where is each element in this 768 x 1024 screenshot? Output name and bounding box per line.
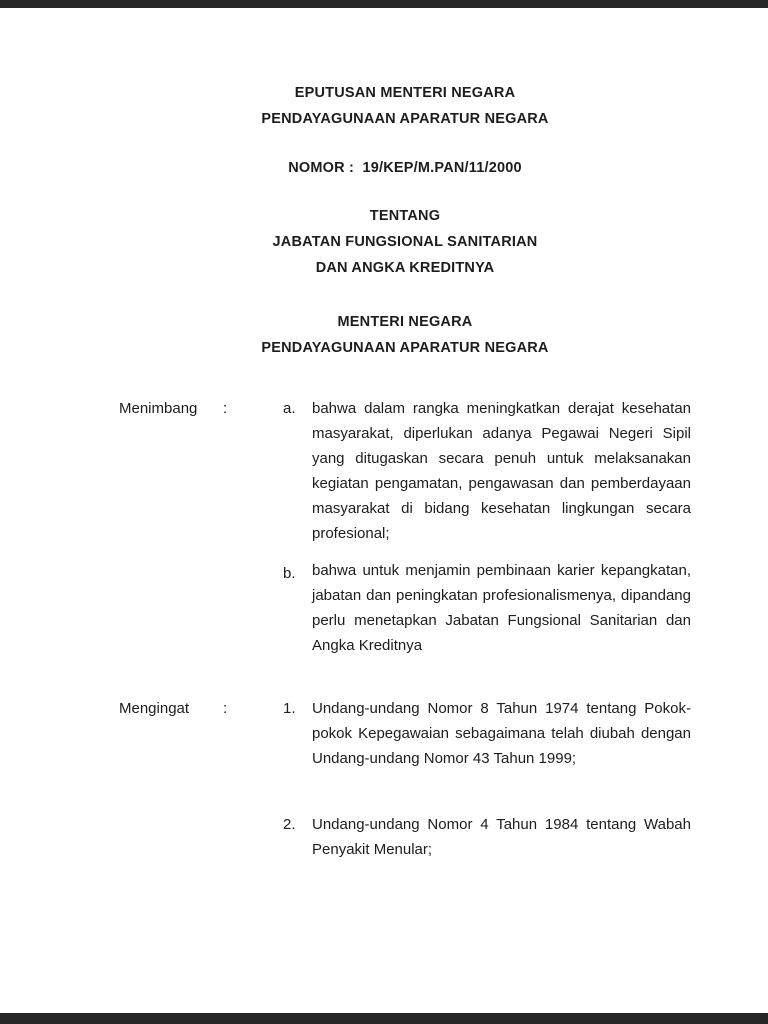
item-text-a: bahwa dalam rangka meningkatkan derajat kesehatan masyarakat, diperlukan adanya Pegawai Negeri Sipil yang ditugaskan secara penuh untuk melaksanakan kegiatan pengamatan, pengawasan dan pemberdayaan masyarakat di bidang kesehatan lingkungan secara profesional; (312, 400, 691, 542)
considering-colon: : (223, 400, 228, 417)
item-marker-a: a. (283, 400, 296, 417)
item-marker-1: 1. (283, 700, 296, 717)
item-marker-2: 2. (283, 816, 296, 833)
recalling-colon: : (223, 700, 228, 717)
considering-item-a (119, 396, 691, 546)
recalling-label: Mengingat (119, 700, 190, 717)
item-text-2: Undang-undang Nomor 4 Tahun 1984 tentang Wabah Penyakit Menular; (312, 816, 691, 858)
title-line-2: PENDAYAGUNAAN APARATUR NEGARA (261, 111, 549, 127)
viewer-bottom-bar (0, 1013, 768, 1024)
authority-line-1: MENTERI NEGARA (337, 314, 473, 330)
document-heading (119, 80, 691, 361)
document-content (119, 0, 691, 862)
item-text-b: bahwa untuk menjamin pembinaan karier kepangkatan, jabatan dan peningkatan profesionalismenya, dipandang perlu menetapkan Jabatan Fungsional Sanitarian dan Angka Kreditnya (312, 562, 691, 654)
tentang-label: TENTANG (369, 208, 441, 224)
recalling-item-1 (119, 696, 691, 771)
decree-number: NOMOR : 19/KEP/M.PAN/11/2000 (288, 160, 522, 176)
recalling-item-2 (119, 812, 691, 862)
title-line-1: EPUTUSAN MENTERI NEGARA (294, 85, 516, 101)
item-text-1: Undang-undang Nomor 8 Tahun 1974 tentang Pokok-pokok Kepegawaian sebagaimana telah diubah dengan Undang-undang Nomor 43 Tahun 1999; (312, 700, 691, 767)
authority-line-2: PENDAYAGUNAAN APARATUR NEGARA (261, 340, 549, 356)
considering-item-b (119, 558, 691, 658)
item-marker-b: b. (283, 565, 296, 582)
considering-label: Menimbang (119, 400, 198, 417)
subject-line-1: JABATAN FUNGSIONAL SANITARIAN (272, 234, 538, 250)
subject-line-2: DAN ANGKA KREDITNYA (315, 260, 495, 276)
